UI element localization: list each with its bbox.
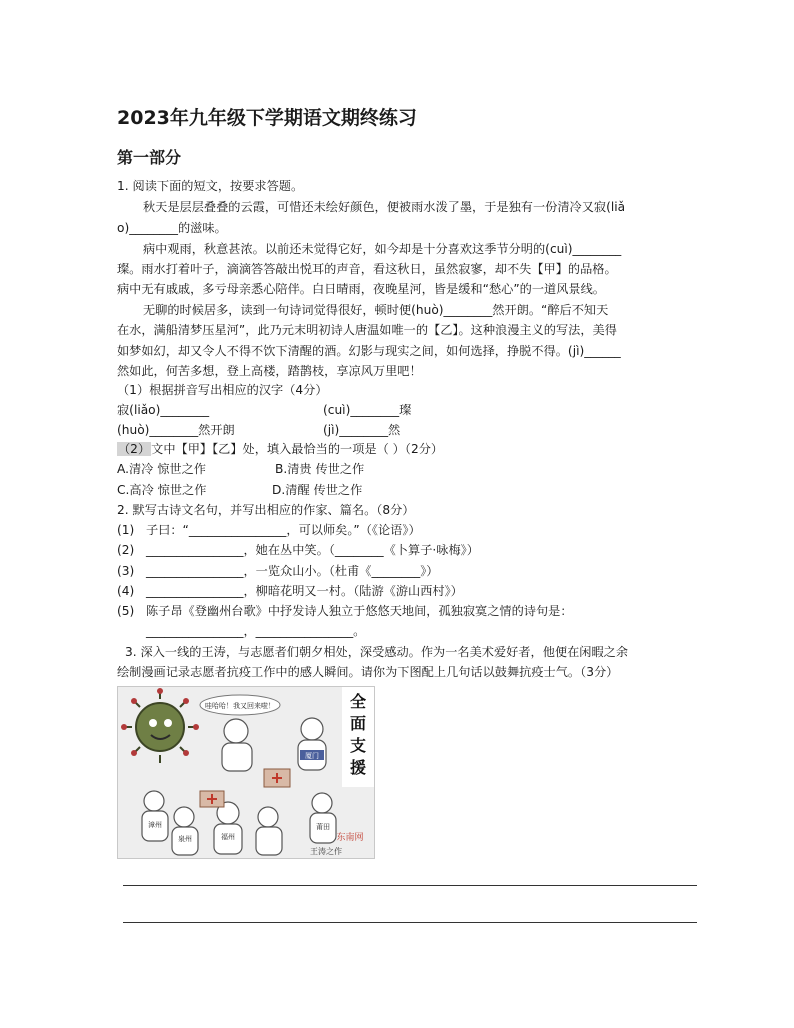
recite-blank[interactable]: ________________，________________。: [146, 624, 366, 638]
passage-line: 然如此，何苦多想，登上高楼，踏鹊枝，享凉风万里吧！: [117, 364, 422, 378]
comic-drawing: [118, 687, 374, 858]
passage-line: o)________的滋味。: [117, 221, 227, 235]
watermark: 东南网: [336, 833, 364, 843]
q1-sub2: [117, 439, 443, 459]
q2-intro: 2. 默写古诗文名句，并写出相应的作家、篇名。（8分）: [117, 503, 415, 517]
slogan-char: 面: [349, 714, 367, 733]
recite-item[interactable]: ________________，一览众山小。（杜甫《________》）: [146, 564, 439, 578]
recite-item[interactable]: 子曰：“________________，可以师矣。”（《论语》）: [146, 523, 421, 537]
item-number: (4): [117, 584, 135, 598]
sub2-text: 文中【甲】【乙】处，填入最恰当的一项是（ ）（2分）: [151, 442, 444, 456]
q1-intro: 1. 阅读下面的短文，按要求答题。: [117, 179, 304, 193]
passage-line: 在水，满船清梦压星河”，此乃元末明初诗人唐温如唯一的【乙】。这种浪漫主义的写法，美得: [117, 323, 617, 337]
city-label: 福州: [221, 833, 235, 841]
sub2-number: （2）: [118, 442, 151, 456]
option-c[interactable]: C.高冷 惊世之作: [117, 483, 207, 497]
speech-bubble: 哇哈哈！我又回来啦！: [205, 702, 275, 710]
passage-line: 秋天是层层叠叠的云霞，可惜还未绘好颜色，便被雨水泼了墨，于是独有一份清冷又寂(liǎ: [143, 200, 626, 214]
fill-blank[interactable]: (cuì)________璨: [323, 403, 412, 417]
item-number: (5): [117, 604, 135, 618]
passage-line: 如梦如幻，却又令人不得不饮下清醒的酒。幻影与现实之间，如何选择，挣脱不得。(jì)______: [117, 344, 621, 358]
passage-line: 病中观雨，秋意甚浓。以前还未觉得它好，如今却是十分喜欢这季节分明的(cuì)________: [143, 242, 622, 256]
answer-line[interactable]: [123, 922, 697, 923]
passage-line: 无聊的时候居多，读到一句诗词觉得很好，顿时便(huò)________然开朗。“醉后不知天: [143, 303, 609, 317]
slogan-char: 支: [349, 736, 367, 755]
recite-item: 陈子昂《登幽州台歌》中抒发诗人独立于悠悠天地间，孤独寂寞之情的诗句是：: [146, 604, 573, 618]
item-number: (2): [117, 543, 135, 557]
part-heading: 第一部分: [117, 148, 182, 167]
slogan-char: 援: [349, 758, 367, 777]
passage-line: 病中无有戚戚，多亏母亲悉心陪伴。白日晴雨，夜晚星河，皆是缓和“愁心”的一道风景线。: [117, 282, 605, 296]
option-b[interactable]: B.清贵 传世之作: [275, 462, 365, 476]
slogan-char: 全: [349, 692, 367, 711]
option-d[interactable]: D.清醒 传世之作: [272, 483, 363, 497]
city-label: 漳州: [148, 821, 162, 829]
city-label: 厦门: [305, 752, 319, 760]
item-number: (1): [117, 523, 135, 537]
option-a[interactable]: A.清冷 惊世之作: [117, 462, 206, 476]
artist-signature: 王涛之作: [310, 847, 342, 856]
q3-line: 3. 深入一线的王涛，与志愿者们朝夕相处，深受感动。作为一名美术爱好者，他便在闲暇之余: [125, 645, 629, 659]
comic-illustration: [117, 686, 375, 859]
recite-item[interactable]: ________________，她在丛中笑。（________《卜算子·咏梅》）: [146, 543, 479, 557]
city-label: 泉州: [178, 835, 192, 843]
q1-sub1: （1）根据拼音写出相应的汉字（4分）: [117, 383, 328, 397]
answer-line[interactable]: [123, 885, 697, 886]
fill-blank[interactable]: (jì)________然: [323, 423, 401, 437]
city-label: 莆田: [316, 823, 330, 831]
fill-blank[interactable]: (huò)________然开朗: [117, 423, 235, 437]
item-number: (3): [117, 564, 135, 578]
fill-blank[interactable]: 寂(liǎo)________: [117, 403, 210, 417]
page-title: 2023年九年级下学期语文期终练习: [117, 107, 417, 129]
recite-item[interactable]: ________________，柳暗花明又一村。（陆游《游山西村》）: [146, 584, 463, 598]
passage-line: 璨。雨水打着叶子，滴滴答答敲出悦耳的声音，看这秋日，虽然寂寥，却不失【甲】的品格。: [117, 262, 617, 276]
q3-line: 绘制漫画记录志愿者抗疫工作中的感人瞬间。请你为下图配上几句话以鼓舞抗疫士气。（3分）: [117, 665, 619, 679]
